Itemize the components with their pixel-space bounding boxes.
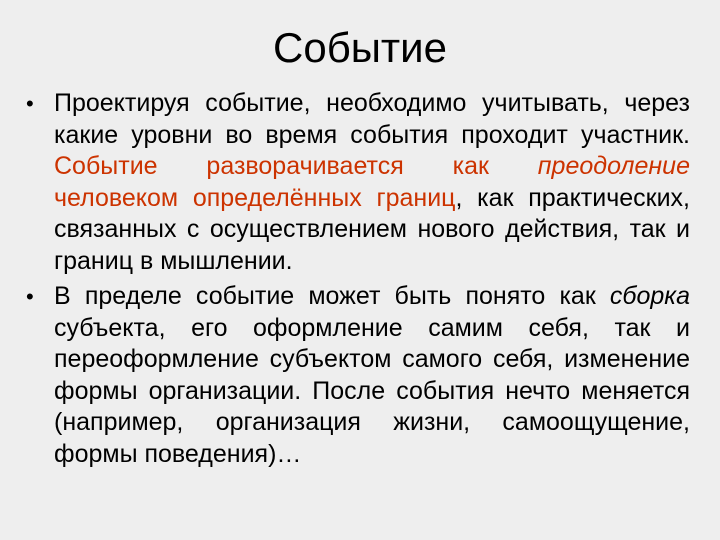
bullet-item-2 xyxy=(22,281,690,470)
slide-title: Событие xyxy=(273,24,447,71)
bullet-marker: • xyxy=(26,284,34,309)
bullet-1-text-2: Событие разворачивается как xyxy=(54,152,538,180)
bullet-2-text-3: субъекта, его оформление самим себя, так и переоформление субъектом самого себя, изменение формы организации. После события нечто меняется (например, организация жизни, самоощущение, формы поведения)… xyxy=(54,313,690,468)
bullet-1-emphasis: преодоление xyxy=(537,152,690,180)
bullet-1-text-5: , как практических, связанных с осуществлением нового действия, так и границ в мышлении. xyxy=(54,183,690,275)
bullet-marker: • xyxy=(26,91,34,116)
bullet-2-emphasis: сборка xyxy=(609,282,690,310)
bullet-list xyxy=(22,88,690,474)
bullet-1-text-4: человеком определённых границ xyxy=(54,183,456,212)
bullet-item-1 xyxy=(22,88,690,277)
bullet-2-text-1: В пределе событие может быть понято как xyxy=(54,282,610,310)
bullet-1-text-1: Проектируя событие, необходимо учитывать, через какие уровни во время события проходит участник. xyxy=(54,89,690,149)
